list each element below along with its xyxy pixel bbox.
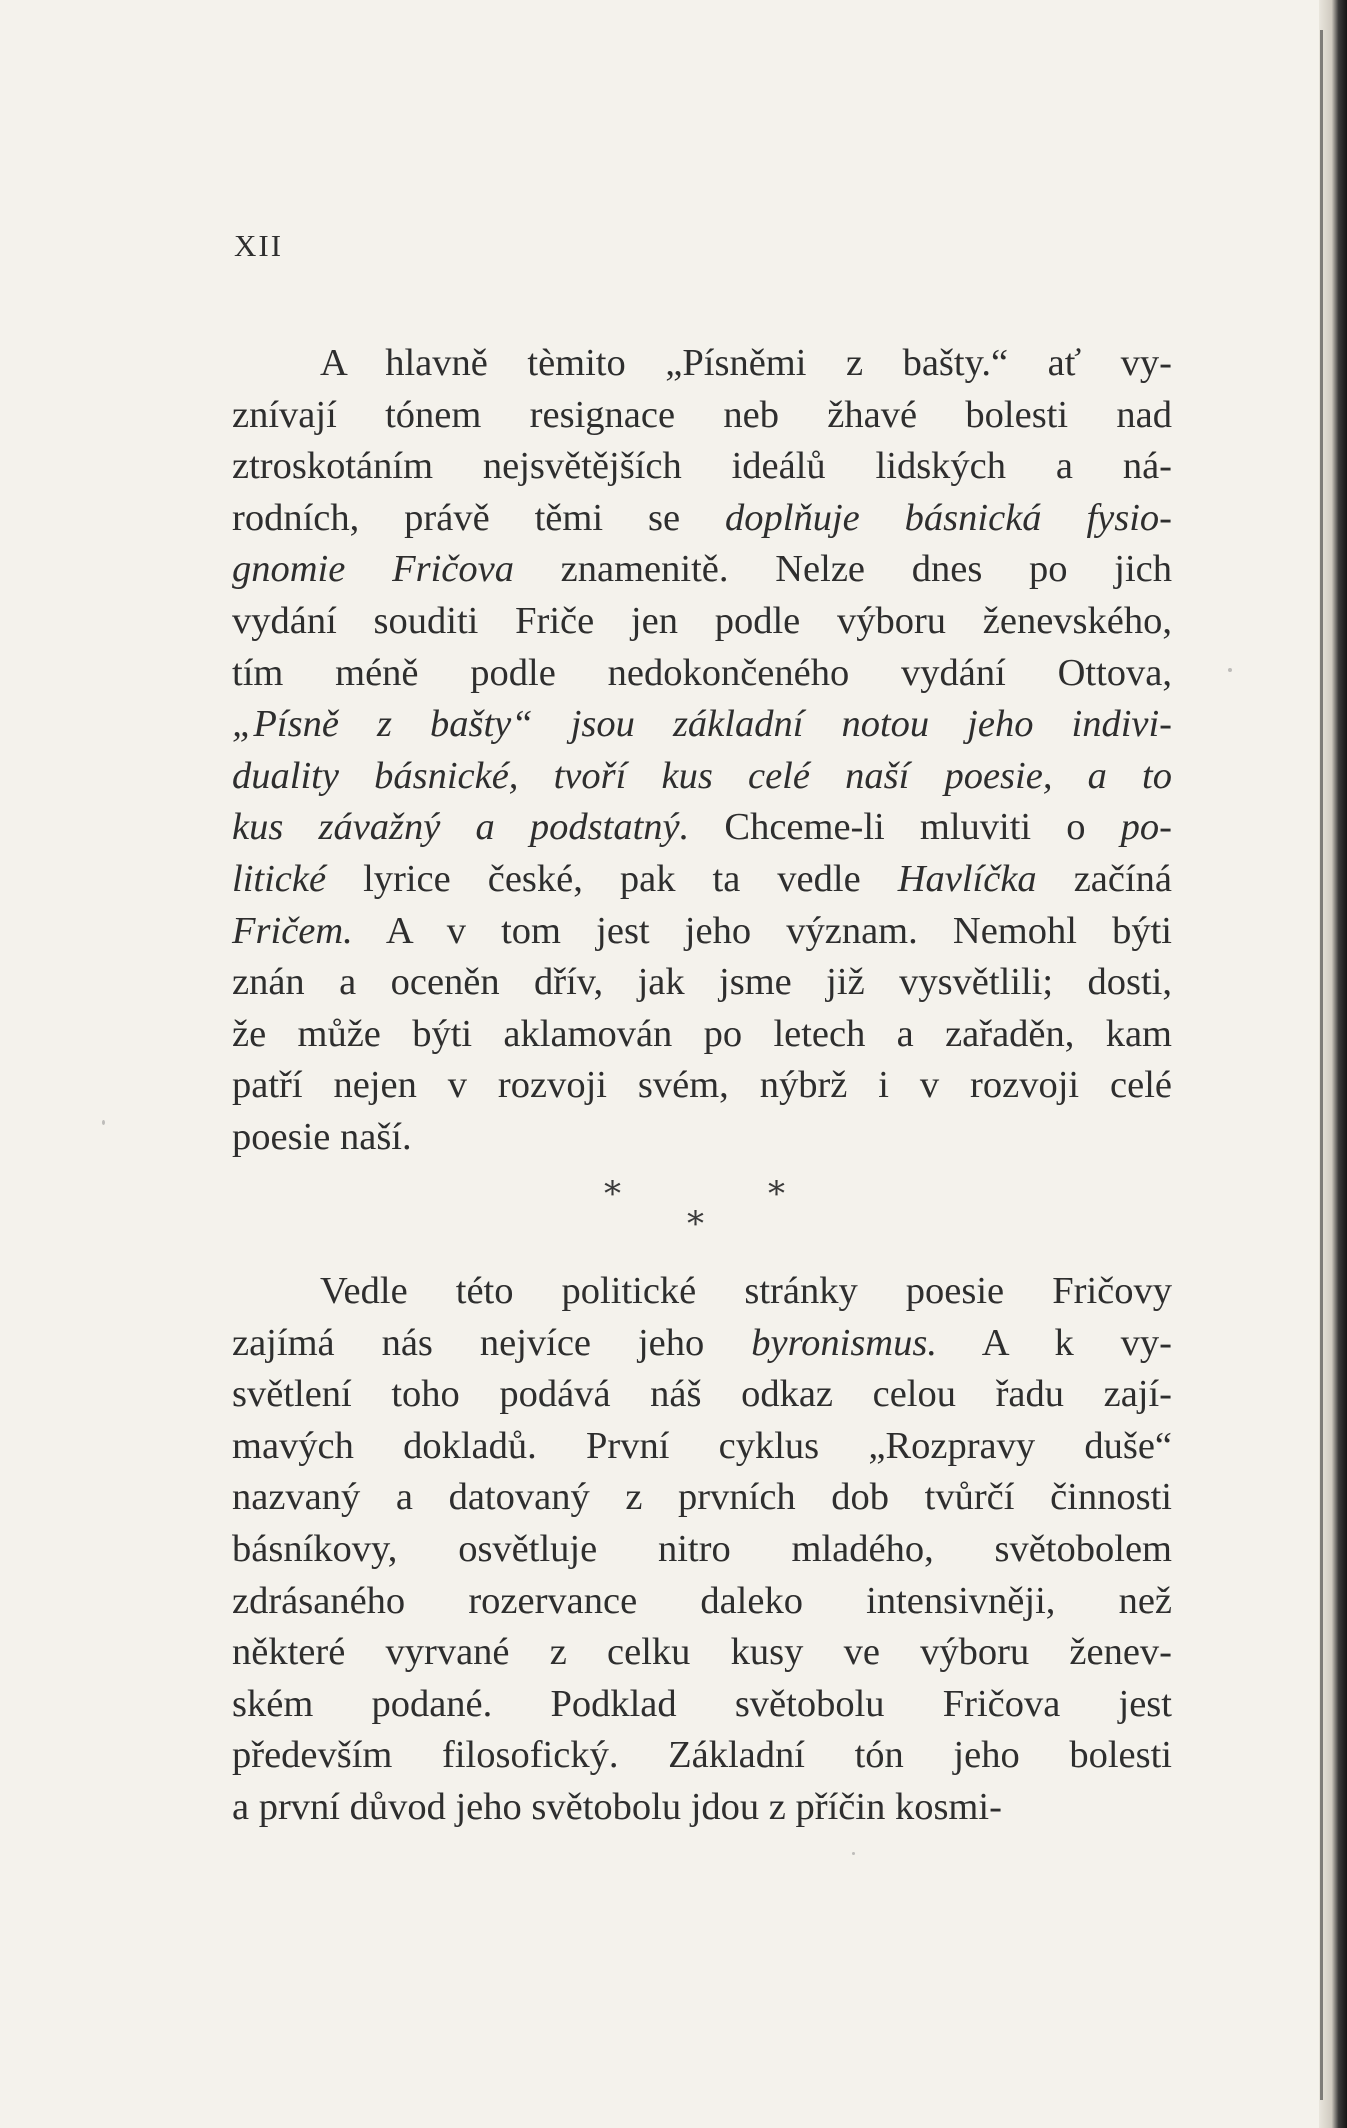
text-line xyxy=(232,544,1172,596)
text-run: tím méně podle nedokončeného vydání Ottova, xyxy=(232,651,1172,694)
text-line xyxy=(232,1679,1172,1731)
paragraph-1 xyxy=(232,338,1172,1164)
text-run: zajímá nás nejvíce jeho xyxy=(232,1321,752,1364)
text-line xyxy=(232,1318,1172,1370)
text-line xyxy=(232,648,1172,700)
text-line xyxy=(232,1009,1172,1061)
text-line xyxy=(232,1730,1172,1782)
separator-asterisk: * xyxy=(768,1174,785,1214)
text-run: že může býti aklamován po letech a zařaděn, kam xyxy=(232,1012,1172,1055)
text-line xyxy=(232,1266,1172,1318)
text-run: A hlavně tèmito „Písněmi z bašty.“ ať vy- xyxy=(320,342,1172,384)
separator-asterisk: * xyxy=(604,1174,621,1214)
paper-speck xyxy=(1228,668,1232,672)
text-line xyxy=(232,906,1172,958)
italic-text: byronismus. xyxy=(751,1321,937,1364)
text-run: Chceme-li mluviti o xyxy=(689,806,1121,849)
italic-text: doplňuje básnická fysio- xyxy=(725,496,1173,539)
italic-text: „Písně z bašty“ jsou základní notou jeho indivi- xyxy=(232,703,1172,746)
text-line xyxy=(232,1060,1172,1112)
separator-asterisk: * xyxy=(687,1204,704,1244)
text-run: patří nejen v rozvoji svém, nýbrž i v rozvoji celé xyxy=(232,1064,1172,1107)
text-line xyxy=(232,1576,1172,1628)
text-run: světlení toho podává náš odkaz celou řadu zají- xyxy=(232,1373,1172,1416)
text-run: vydání souditi Friče jen podle výboru ženevského, xyxy=(232,599,1172,642)
text-run: znívají tónem resignace neb žhavé bolesti nad xyxy=(232,393,1172,436)
text-line xyxy=(232,1472,1172,1524)
text-run: začíná xyxy=(1036,857,1172,900)
text-run: především filosofický. Základní tón jeho bolesti xyxy=(232,1734,1172,1777)
text-run: lyrice české, pak ta vedle xyxy=(326,857,898,900)
text-line xyxy=(232,1421,1172,1473)
text-line xyxy=(232,1524,1172,1576)
italic-text: litické xyxy=(232,857,327,900)
page-binding-line xyxy=(1320,30,1323,2100)
italic-text: duality básnické, tvoří kus celé naší poesie, a to xyxy=(232,754,1172,797)
text-run: A k vy- xyxy=(936,1321,1172,1364)
text-line xyxy=(232,493,1172,545)
text-run: rodních, právě těmi se xyxy=(232,496,725,539)
paragraph-2 xyxy=(232,1266,1172,1834)
text-run: nazvaný a datovaný z prvních dob tvůrčí činnosti xyxy=(232,1476,1172,1519)
paper-speck xyxy=(852,1852,855,1855)
text-line xyxy=(232,854,1172,906)
paper-speck xyxy=(102,1120,105,1125)
text-line xyxy=(232,802,1172,854)
text-run: A v tom jest jeho význam. Nemohl býti xyxy=(352,909,1172,952)
italic-text: Fričem. xyxy=(232,909,353,952)
italic-text: po- xyxy=(1120,806,1172,849)
page-number: XII xyxy=(234,228,284,263)
text-line xyxy=(232,1782,1172,1834)
text-line xyxy=(232,751,1172,803)
text-run: zdrásaného rozervance daleko intensivněji, než xyxy=(232,1579,1172,1622)
text-run: některé vyrvané z celku kusy ve výboru ženev- xyxy=(232,1631,1172,1674)
page-binding-edge xyxy=(1319,0,1347,2128)
text-run: poesie naší. xyxy=(232,1115,412,1158)
text-line xyxy=(232,441,1172,493)
text-run: ztroskotáním nejsvětějších ideálů lidských a ná- xyxy=(232,445,1172,488)
text-run: znamenitě. Nelze dnes po jich xyxy=(513,548,1172,591)
text-run: mavých dokladů. První cyklus „Rozpravy duše“ xyxy=(232,1424,1172,1467)
text-line xyxy=(232,957,1172,1009)
text-line xyxy=(232,1627,1172,1679)
text-line xyxy=(232,1112,1172,1164)
text-run: a první důvod jeho světobolu jdou z příčin kosmi- xyxy=(232,1785,1002,1828)
text-line xyxy=(232,1369,1172,1421)
text-run: Vedle této politické stránky poesie Fričovy xyxy=(320,1270,1172,1312)
text-line xyxy=(232,699,1172,751)
text-line xyxy=(232,338,1172,390)
text-line xyxy=(232,390,1172,442)
text-run: ském podané. Podklad světobolu Fričova jest xyxy=(232,1682,1172,1725)
text-line xyxy=(232,596,1172,648)
italic-text: gnomie Fričova xyxy=(232,548,514,591)
section-separator xyxy=(600,1174,800,1244)
italic-text: Havlíčka xyxy=(897,857,1037,900)
text-run: básníkovy, osvětluje nitro mladého, světobolem xyxy=(232,1527,1172,1570)
italic-text: kus závažný a podstatný. xyxy=(232,806,690,849)
text-run: znán a oceněn dřív, jak jsme již vysvětlili; dosti, xyxy=(232,961,1172,1004)
